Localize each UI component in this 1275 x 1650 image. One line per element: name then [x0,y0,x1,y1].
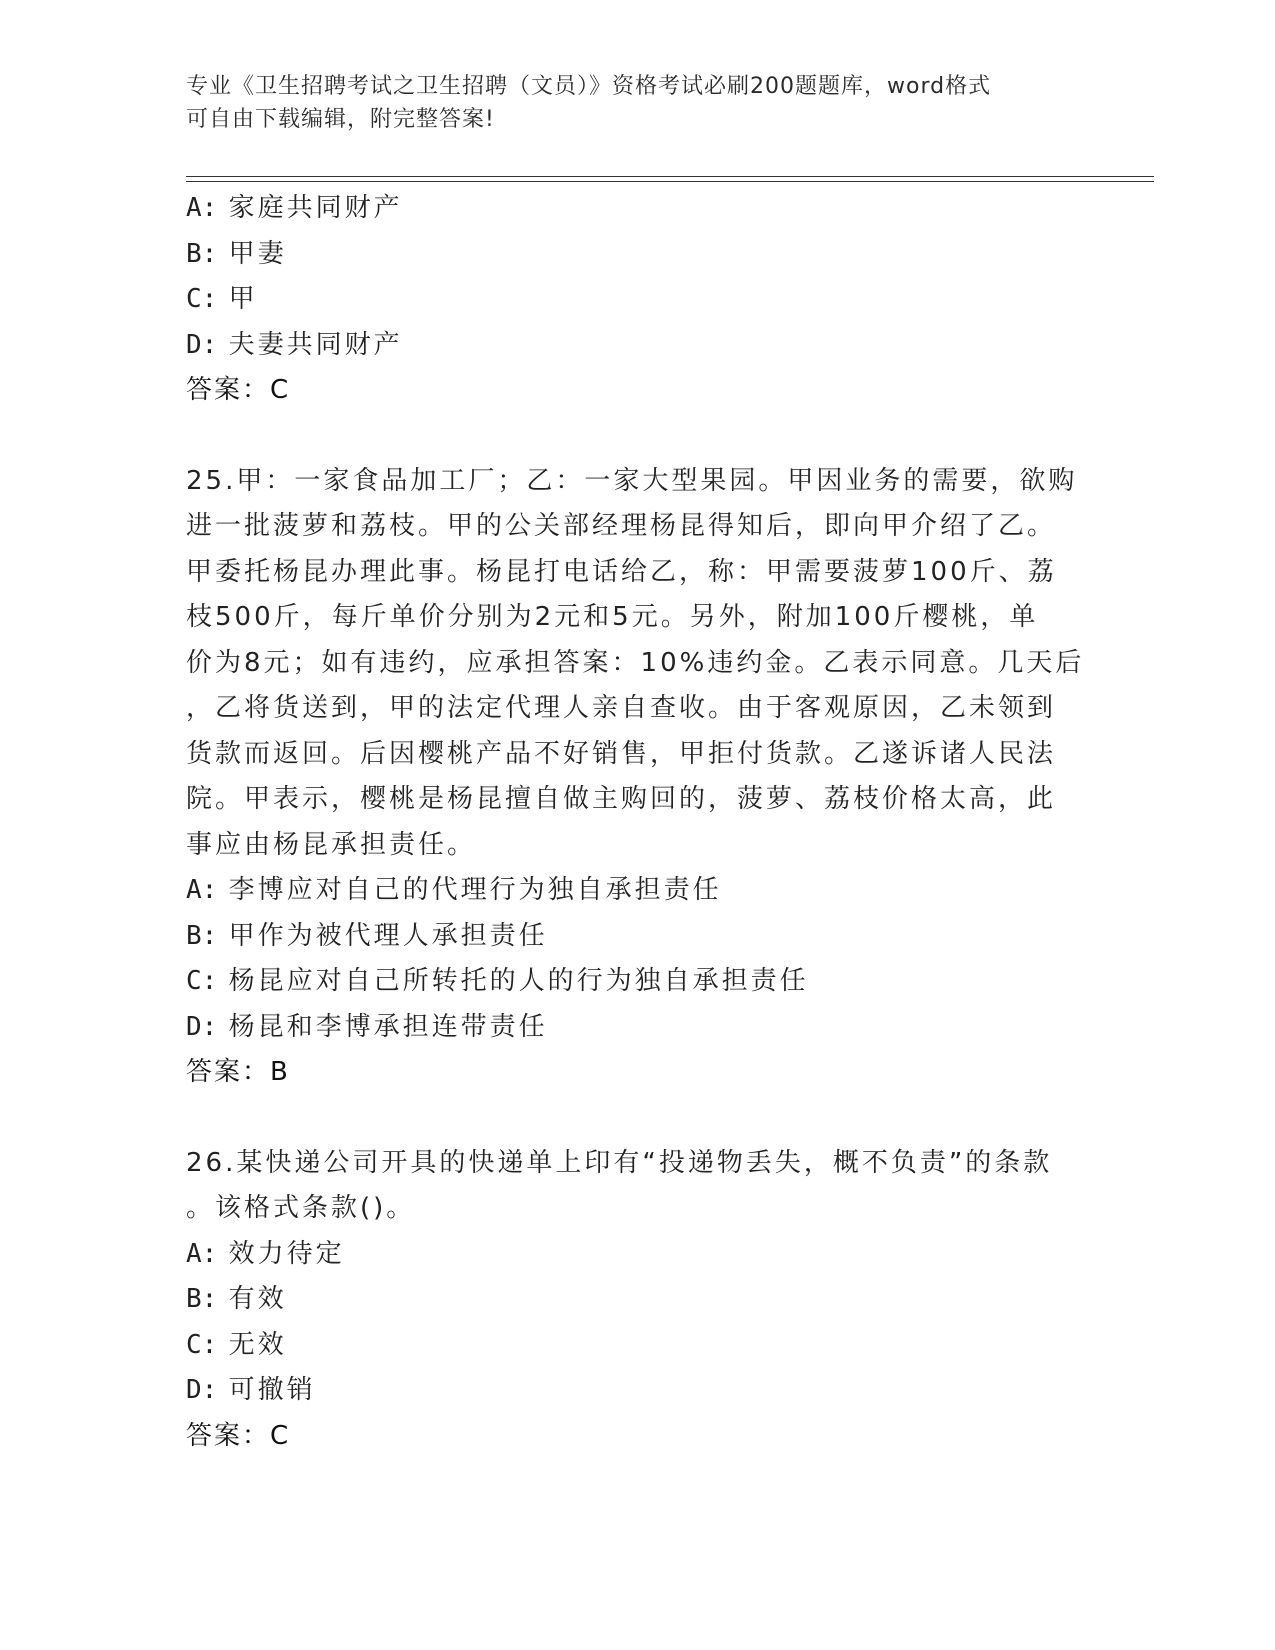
question-text-line: ，乙将货送到，甲的法定代理人亲自查收。由于客观原因，乙未领到 [186,693,1057,723]
question-text-line: 枝500斤，每斤单价分别为2元和5元。另外，附加100斤樱桃，单 [186,602,1039,632]
option-label: C: [186,1329,218,1360]
header-divider-bottom [186,181,1154,182]
option-text: 李博应对自己的代理行为独自承担责任 [228,875,722,905]
option-text: 可撤销 [228,1375,316,1405]
option-text: 夫妻共同财产 [228,329,403,360]
answer-line: 答案：C [186,375,291,405]
question-text-line: 院。甲表示，樱桃是杨昆擅自做主购回的，菠萝、荔枝价格太高，此 [186,784,1057,814]
option-label: B: [186,238,218,269]
question-26 [186,1141,1086,1460]
option-label: D: [186,329,218,360]
question-24-options [186,186,1086,414]
option-text: 无效 [228,1329,287,1360]
header-line-2: 可自由下载编辑，附完整答案! [186,107,495,132]
option-label: A: [186,875,218,905]
option-label: C: [186,284,218,314]
option-text: 效力待定 [228,1238,345,1269]
option-text: 家庭共同财产 [228,193,403,223]
option-c [186,277,1086,323]
option-a [186,868,1086,914]
option-d [186,1368,1086,1414]
option-label: B: [186,920,218,951]
question-text-line: 。该格式条款()。 [186,1193,416,1223]
option-a [186,1232,1086,1278]
header-line-1: 专业《卫生招聘考试之卫生招聘（文员）》资格考试必刷200题题库，word格式 [186,74,992,99]
document-header [186,70,1066,136]
option-text: 杨昆和李博承担连带责任 [228,1011,548,1042]
question-text-line: 25.甲：一家食品加工厂；乙：一家大型果园。甲因业务的需要，欲购 [186,465,1078,496]
option-c [186,1323,1086,1369]
option-text: 甲 [228,284,258,314]
header-divider-top [186,176,1154,177]
option-label: A: [186,1238,218,1269]
answer-line: 答案：C [186,1420,291,1451]
answer-line: 答案：B [186,1057,290,1087]
option-label: D: [186,1011,218,1042]
option-label: D: [186,1375,218,1405]
document-body [186,186,1086,1459]
option-b [186,232,1086,278]
option-c [186,959,1086,1005]
option-text: 甲作为被代理人承担责任 [228,920,548,951]
option-b [186,914,1086,960]
question-text-line: 价为8元；如有违约，应承担答案：10%违约金。乙表示同意。几天后 [186,647,1085,678]
option-label: A: [186,193,218,223]
question-text-line: 甲委托杨昆办理此事。杨昆打电话给乙，称：甲需要菠萝100斤、荔 [186,556,1057,587]
option-d [186,323,1086,369]
question-text-line: 事应由杨昆承担责任。 [186,829,477,860]
spacer [186,1096,1086,1141]
option-a [186,186,1086,232]
spacer [186,414,1086,459]
option-text: 有效 [228,1284,287,1314]
option-text: 杨昆应对自己所转托的人的行为独自承担责任 [228,966,809,996]
option-label: B: [186,1284,218,1314]
question-text-line: 26.某快递公司开具的快递单上印有“投递物丢失，概不负责”的条款 [186,1147,1053,1178]
option-d [186,1005,1086,1051]
question-25 [186,459,1086,1096]
option-text: 甲妻 [228,238,287,269]
option-b [186,1277,1086,1323]
question-text-line: 货款而返回。后因樱桃产品不好销售，甲拒付货款。乙遂诉诸人民法 [186,738,1057,769]
option-label: C: [186,966,218,996]
question-text-line: 进一批菠萝和荔枝。甲的公关部经理杨昆得知后，即向甲介绍了乙。 [186,511,1057,541]
